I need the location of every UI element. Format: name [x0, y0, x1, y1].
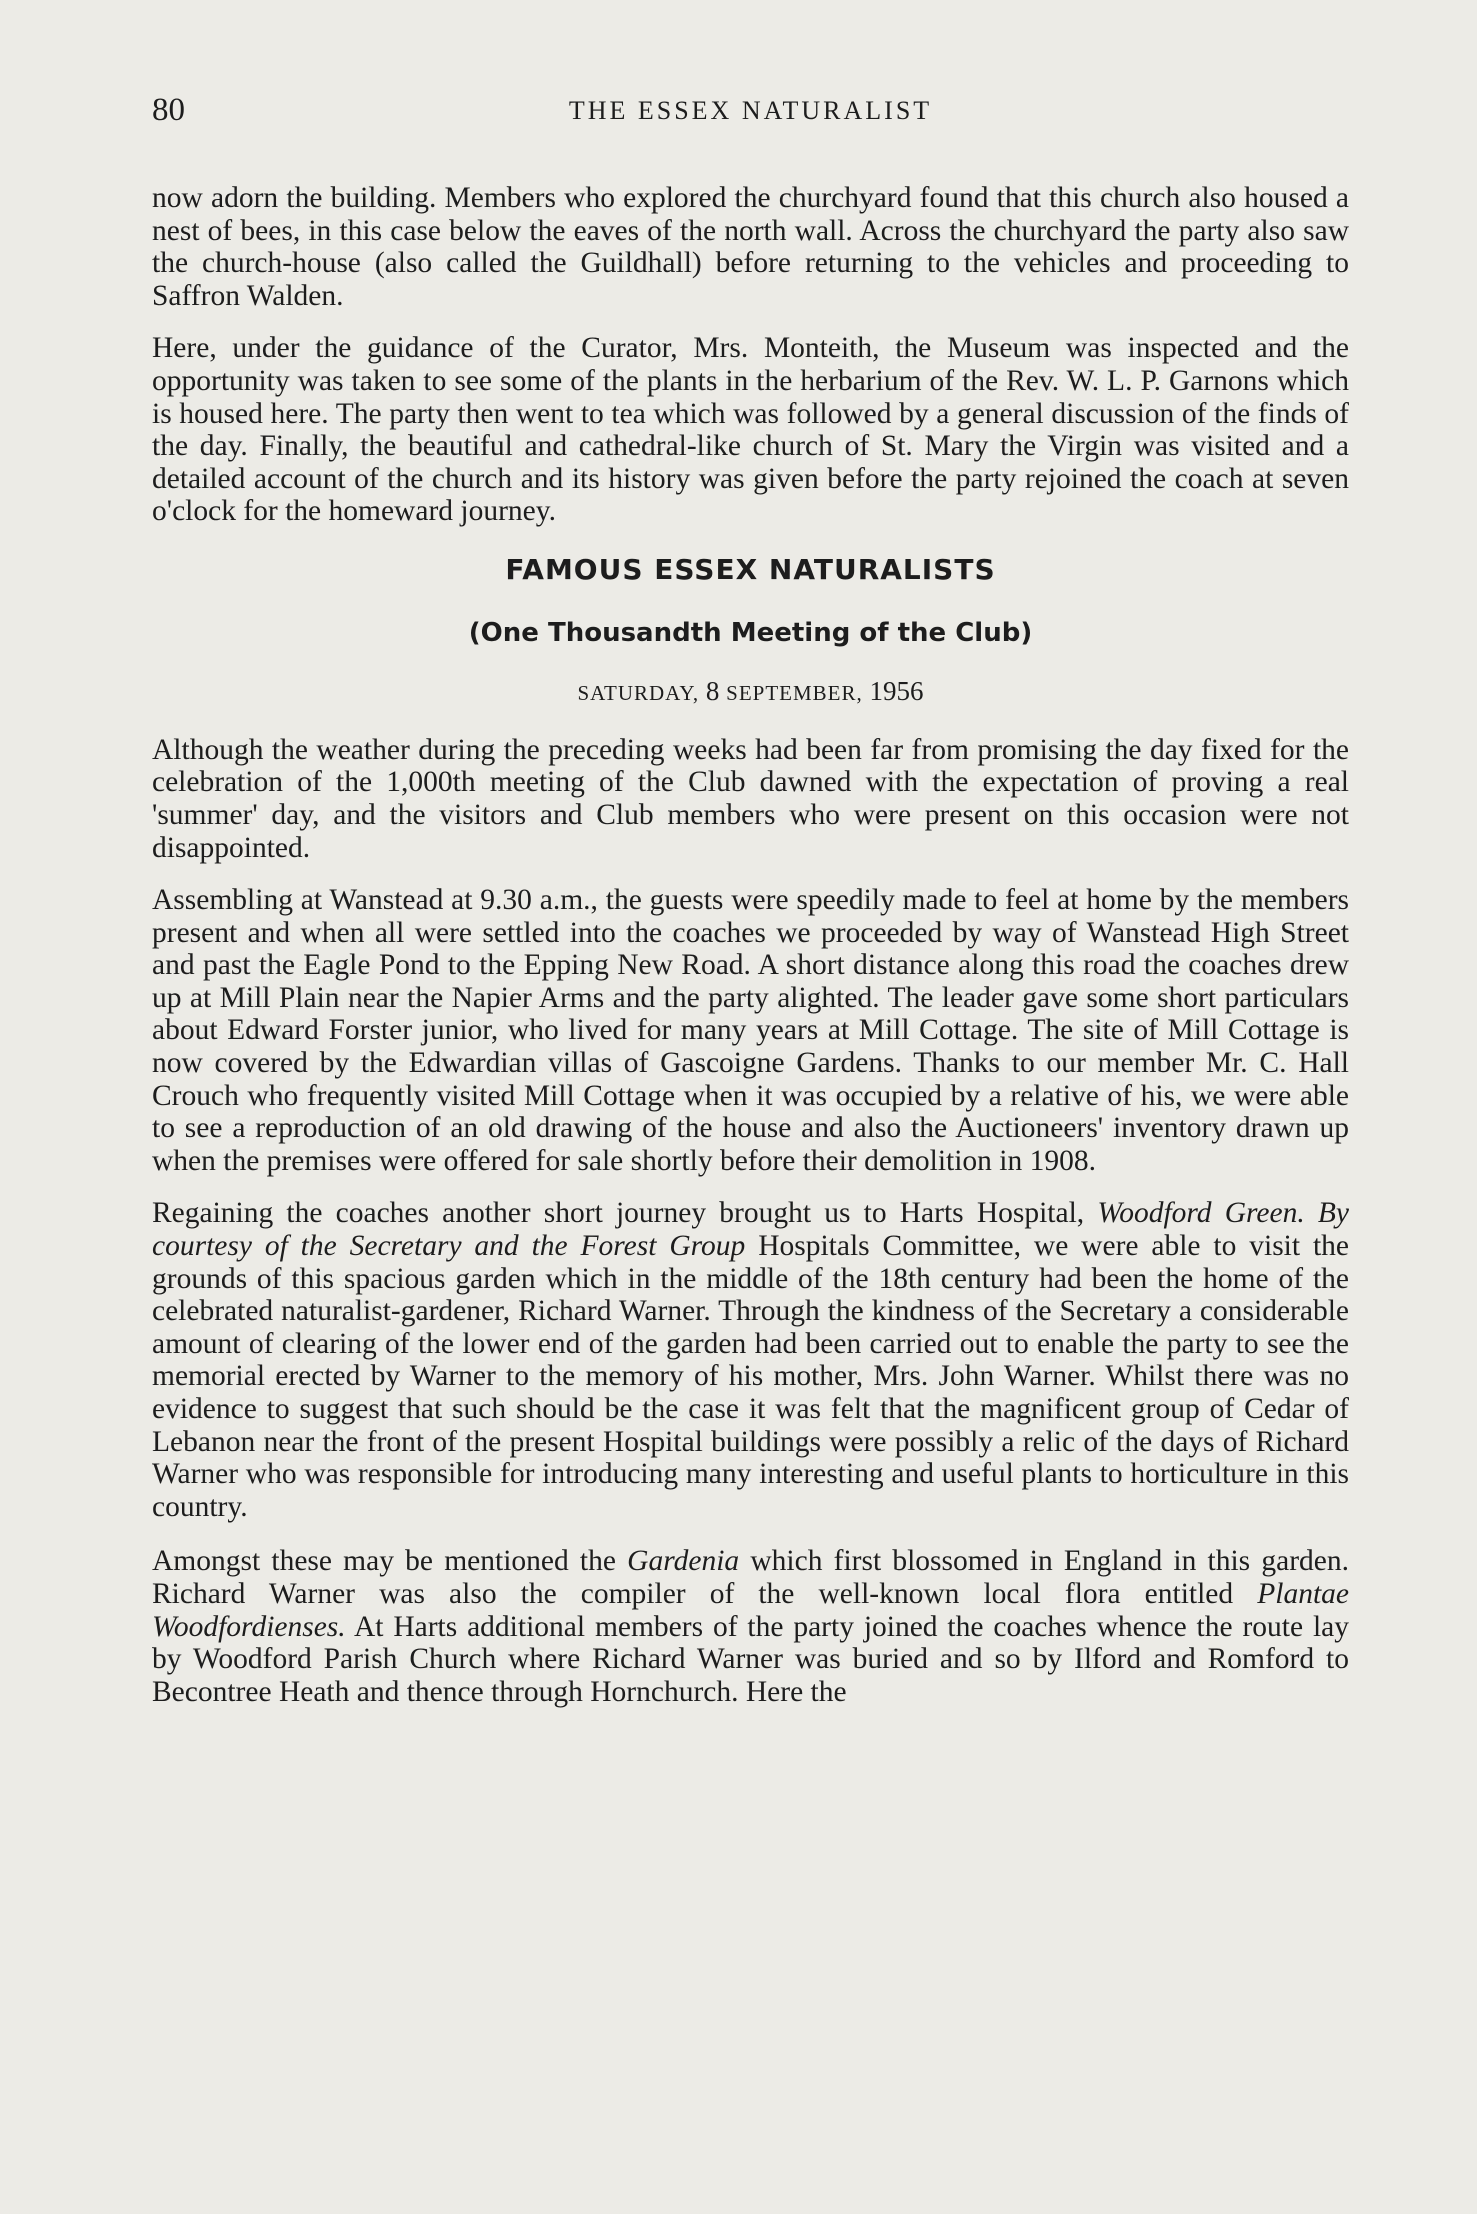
- meeting-date-day: SATURDAY,: [577, 681, 700, 706]
- paragraph: [152, 1545, 1349, 1708]
- italic-text: Gardenia: [627, 1545, 740, 1578]
- paragraph-text: Amongst these may be mentioned the: [152, 1545, 616, 1578]
- meeting-date: [152, 675, 1349, 710]
- running-head: [152, 92, 1349, 132]
- paragraph-text: which first blossomed in England in this garden. Richard Warner was also the compiler of the well-known local flora entitled: [152, 1545, 1349, 1610]
- journal-title: THE ESSEX NATURALIST: [568, 96, 933, 125]
- italic-text: Woodford Green. By courtesy of the Secretary and the Forest Group: [152, 1197, 1350, 1263]
- paragraph: now adorn the building. Members who explored the churchyard found that this church also housed a nest of bees, in this case below the eaves of the north wall. Across the churchyard the party also saw the church-house (also called the Guildhall) before returning to the vehicles and proceeding to Saffron Walden.: [152, 182, 1349, 312]
- paragraph: Although the weather during the preceding weeks had been far from promising the day fixed for the celebration of the 1,000th meeting of the Club dawned with the expectation of proving a real 'summer' day, and the visitors and Club members who were present on this occasion were not disappointed.: [152, 733, 1349, 864]
- paragraph-text: Hospitals Committee, we were able to visit the grounds of this spacious garden which in the middle of the 18th century had been the home of the celebrated naturalist-gardener, Richard Warner. Through the kindness of the Secretary a considerable amount of clearing of the lower end of the garden had been carried out to enable the party to see the memorial erected by Warner to the memory of his mother, Mrs. John Warner. Whilst there was no evidence to suggest that such should be the case it was felt that the magnificent group of Cedar of Lebanon near the front of the present Hospital buildings were possibly a relic of the days of Richard Warner who was responsible for introducing many interesting and useful plants to horticulture in this country.: [152, 1230, 1350, 1523]
- section-title: FAMOUS ESSEX NATURALISTS: [505, 552, 996, 586]
- paragraph: Here, under the guidance of the Curator, Mrs. Monteith, the Museum was inspected and the opportunity was taken to see some of the plants in the herbarium of the Rev. W. L. P. Garnons which is housed here. The party then went to tea which was followed by a general discussion of the finds of the day. Finally, the beautiful and cathedral-like church of St. Mary the Virgin was visited and a detailed account of the church and its history was given before the party rejoined the coach at seven o'clock for the homeward journey.: [152, 332, 1349, 528]
- paragraph-text: Regaining the coaches another short journey brought us to Harts Hospital,: [152, 1197, 1085, 1230]
- paragraph: Assembling at Wanstead at 9.30 a.m., the guests were speedily made to feel at home by the members present and when all were settled into the coaches we proceeded by way of Wanstead High Street and past the Eagle Pond to the Epping New Road. A short distance along this road the coaches drew up at Mill Plain near the Napier Arms and the party alighted. The leader gave some short particulars about Edward Forster junior, who lived for many years at Mill Cottage. The site of Mill Cottage is now covered by the Edwardian villas of Gascoigne Gardens. Thanks to our member Mr. C. Hall Crouch who frequently visited Mill Cottage when it was occupied by a relative of his, we were able to see a reproduction of an old drawing of the house and also the Auctioneers' inventory drawn up when the premises were offered for sale shortly before their demolition in 1908.: [152, 884, 1349, 1177]
- italic-text: Plantae Woodfordienses.: [152, 1577, 1349, 1643]
- section-subtitle: (One Thousandth Meeting of the Club): [468, 617, 1033, 648]
- meeting-date-year: 1956: [869, 676, 924, 707]
- paragraph: [152, 1197, 1349, 1523]
- paragraph-text: At Harts additional members of the party joined the coaches whence the route lay by Woodford Parish Church where Richard Warner was buried and so by Ilford and Romford to Becontree Heath and thence through Hornchurch. Here the: [152, 1610, 1350, 1708]
- article-body: [152, 182, 1349, 1708]
- meeting-date-month: SEPTEMBER,: [726, 681, 863, 706]
- meeting-date-number: 8: [705, 676, 720, 707]
- page-number: 80: [152, 92, 185, 128]
